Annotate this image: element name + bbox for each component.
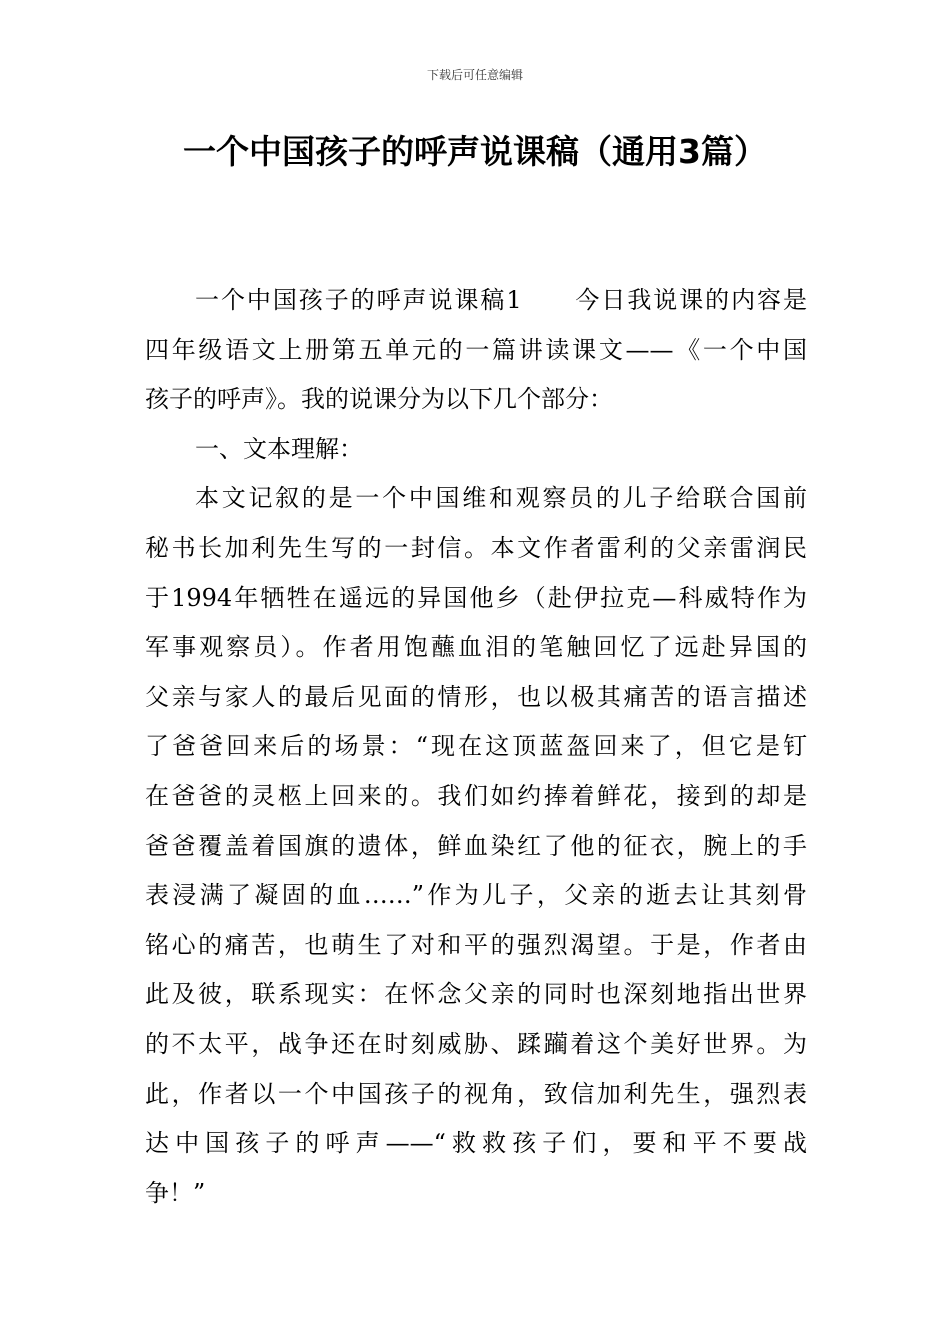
body-line: 的不太平，战争还在时刻威胁、蹂躏着这个美好世界。为 <box>145 1029 807 1058</box>
body-line: 四年级语文上册第五单元的一篇讲读课文——《一个中国 <box>145 335 807 364</box>
body-line: 本文记叙的是一个中国维和观察员的儿子给联合国前 <box>195 484 807 513</box>
body-line: 在爸爸的灵柩上回来的。我们如约捧着鲜花，接到的却是 <box>145 781 807 810</box>
body-line: 了爸爸回来后的场景：“现在这顶蓝盔回来了，但它是钉 <box>145 732 807 761</box>
section-heading: 一、文本理解： <box>195 434 363 463</box>
body-line: 铭心的痛苦，也萌生了对和平的强烈渴望。于是，作者由 <box>145 930 807 959</box>
body-line: 父亲与家人的最后见面的情形，也以极其痛苦的语言描述 <box>145 682 807 711</box>
body-line: 此，作者以一个中国孩子的视角，致信加利先生，强烈表 <box>145 1079 807 1108</box>
body-line: 孩子的呼声》。我的说课分为以下几个部分： <box>145 385 613 414</box>
document-body <box>145 276 807 1218</box>
body-line: 爸爸覆盖着国旗的遗体，鲜血染红了他的征衣，腕上的手 <box>145 831 807 860</box>
body-line: 于1994年牺牲在遥远的异国他乡（赴伊拉克—科威特作为 <box>145 583 807 612</box>
body-line: 军事观察员）。作者用饱蘸血泪的笔触回忆了远赴异国的 <box>145 633 807 662</box>
body-line: 表浸满了凝固的血……”作为儿子，父亲的逝去让其刻骨 <box>145 881 807 910</box>
header-note: 下载后可任意编辑 <box>426 68 523 82</box>
document-title: 一个中国孩子的呼声说课稿（通用3篇） <box>183 132 767 171</box>
body-line: 达中国孩子的呼声——“救救孩子们，要和平不要战 <box>145 1129 807 1158</box>
body-line: 争！” <box>145 1178 206 1207</box>
body-line: 一个中国孩子的呼声说课稿1 今日我说课的内容是 <box>195 286 807 314</box>
body-line: 秘书长加利先生写的一封信。本文作者雷利的父亲雷润民 <box>145 533 807 562</box>
body-line: 此及彼，联系现实：在怀念父亲的同时也深刻地指出世界 <box>145 980 807 1009</box>
